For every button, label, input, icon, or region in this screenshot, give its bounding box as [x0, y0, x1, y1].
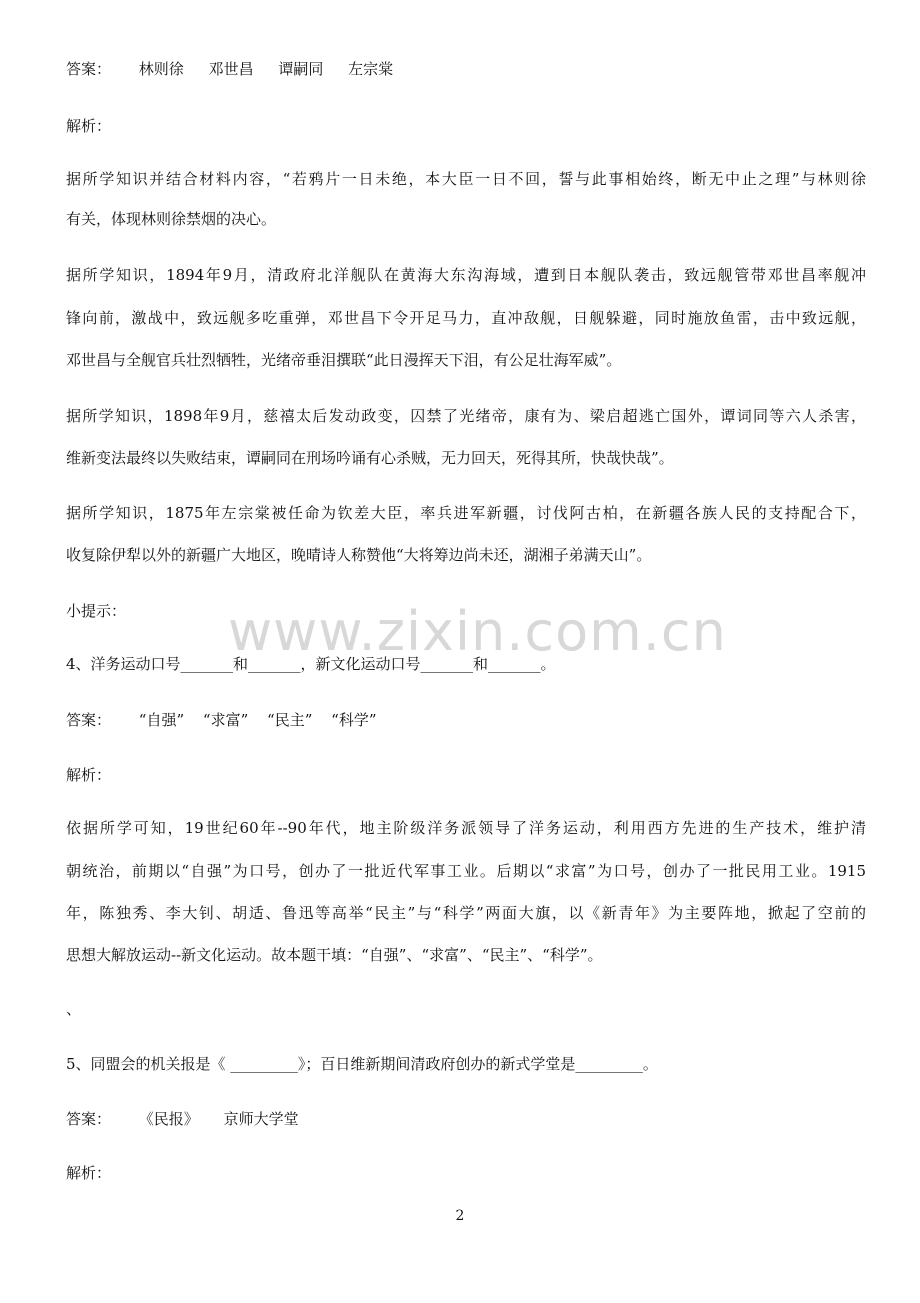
- paragraph-line: 锋向前，激战中，致远舰多吃重弹，邓世昌下令开足马力，直冲敌舰，日舰躲避，同时施放鱼雷，击中致远舰，: [66, 309, 866, 327]
- q4-answer: [66, 709, 866, 730]
- analysis-label: 解析：: [66, 1164, 112, 1182]
- paragraph-line: 据所学知识，1894年9月，清政府北洋舰队在黄海大东沟海域，遭到日本舰队袭击，致远舰管带邓世昌率舰冲: [66, 266, 866, 284]
- paragraph-line: 维新变法最终以失败结束，谭嗣同在刑场吟诵有心杀贼，无力回天，死得其所，快哉快哉”。: [66, 449, 674, 467]
- answer-label: 答案：: [66, 60, 112, 78]
- paragraph-line: 据所学知识，1875年左宗棠被任命为钦差大臣，率兵进军新疆，讨伐阿古柏，在新疆各族人民的支持配合下，: [66, 504, 866, 522]
- paragraph-line: 依据所学可知，19世纪60年--90年代，地主阶级洋务派领导了洋务运动，利用西方先进的生产技术，维护清: [66, 819, 866, 837]
- question-4: 4、洋务运动口号_______和_______，新文化运动口号_______和_______。: [66, 655, 556, 673]
- answer-label: 答案：: [66, 1110, 112, 1128]
- answer-item: 左宗棠: [348, 60, 394, 78]
- analysis-label: 解析：: [66, 117, 112, 135]
- answer-item: 《民报》: [138, 1110, 199, 1128]
- answer-item: 邓世昌: [208, 60, 254, 78]
- answer-item: “民主”: [267, 711, 313, 729]
- answer-item: 谭嗣同: [278, 60, 324, 78]
- trailing-mark: 、: [66, 1000, 82, 1018]
- paragraph-line: 邓世昌与全舰官兵壮烈牺牲，光绪帝垂泪撰联“此日漫挥天下泪，有公足壮海军威”。: [66, 351, 622, 369]
- paragraph-line: 朝统治，前期以“自强”为口号，创办了一批近代军事工业。后期以“求富”为口号，创办了一批民用工业。1915: [66, 862, 866, 880]
- analysis-label: 解析：: [66, 766, 112, 784]
- answer-item: 林则徐: [138, 60, 184, 78]
- paragraph-line: 据所学知识，1898年9月，慈禧太后发动政变，囚禁了光绪帝，康有为、梁启超逃亡国外，谭词同等六人杀害，: [66, 407, 866, 425]
- paragraph-line: 有关，体现林则徐禁烟的决心。: [66, 210, 277, 228]
- q5-answer: [66, 1108, 866, 1129]
- answer-item: “自强”: [138, 711, 185, 729]
- q3-answer: [66, 58, 866, 79]
- paragraph-line: 思想大解放运动--新文化运动。故本题干填：“自强”、“求富”、“民主”、“科学”。: [66, 946, 603, 964]
- paragraph-line: 据所学知识并结合材料内容，“若鸦片一日未绝，本大臣一日不回，誓与此事相始终，断无中止之理”与林则徐: [66, 170, 866, 188]
- paragraph-line: 收复除伊犁以外的新疆广大地区，晚晴诗人称赞他“大将筹边尚未还，湖湘子弟满天山”。: [66, 546, 652, 564]
- answer-label: 答案：: [66, 711, 112, 729]
- paragraph-line: 年，陈独秀、李大钊、胡适、鲁迅等高举“民主”与“科学”两面大旗，以《新青年》为主要阵地，掀起了空前的: [66, 904, 866, 922]
- answer-item: “科学”: [331, 711, 377, 729]
- page-number: 2: [455, 1208, 465, 1224]
- answer-item: “求富”: [202, 711, 249, 729]
- tip-label: 小提示：: [66, 602, 127, 620]
- question-5: 5、同盟会的机关报是《 _________》；百日维新期间清政府创办的新式学堂是_________。: [66, 1055, 658, 1073]
- answer-item: 京师大学堂: [223, 1110, 299, 1128]
- watermark: www.zixin.com.cn: [228, 600, 727, 663]
